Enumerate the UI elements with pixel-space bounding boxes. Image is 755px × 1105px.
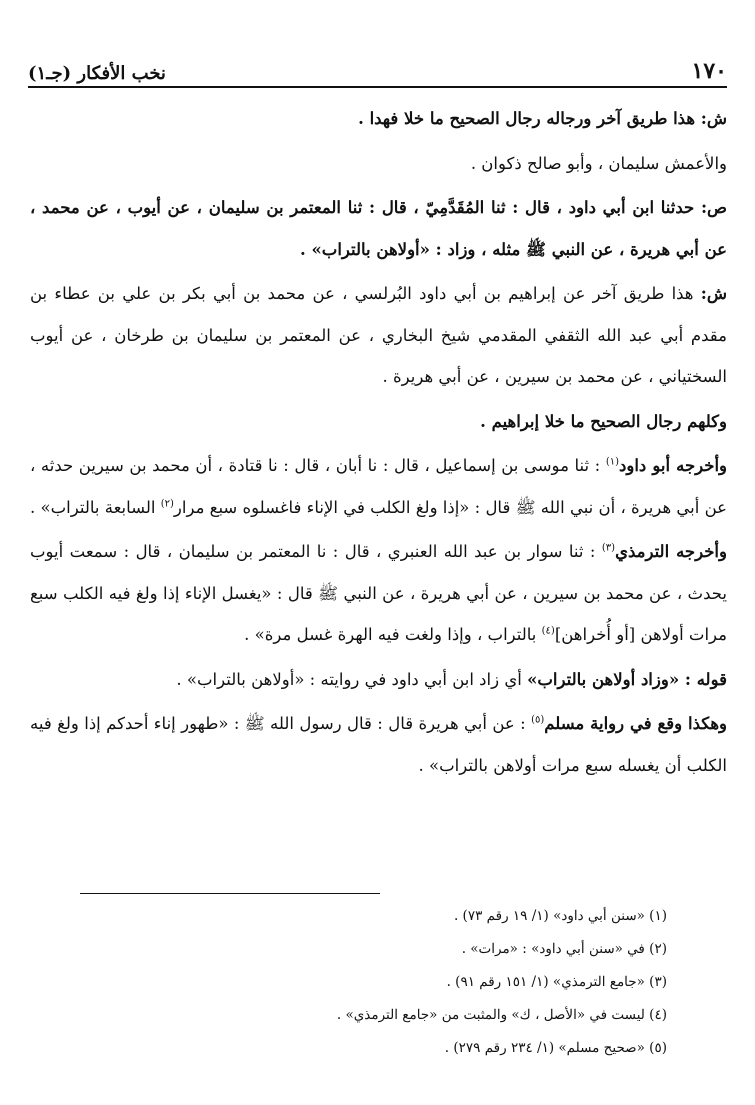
- paragraph: [30, 401, 727, 443]
- paragraph: [30, 445, 727, 528]
- page-header: [28, 54, 727, 84]
- paragraph: [30, 659, 727, 701]
- footnote-marker: (٤): [541, 625, 555, 637]
- bold-text: ص: حدثنا ابن أبي داود ، قال : ثنا المُقَدَّمِيّ ، قال : ثنا المعتمر بن سليمان ، عن أيوب ، عن محمد ، عن أبي هريرة ، عن النبي ﷺ مثله ، وزاد : «أولاهن بالتراب» .: [30, 198, 727, 259]
- footnote: (٤) ليست في «الأصل ، ك» والمثبت من «جامع الترمذي» .: [336, 1007, 667, 1023]
- bold-text: قوله : «وزاد أولاهن بالتراب»: [527, 669, 727, 689]
- paragraph: [30, 273, 727, 398]
- footnote: (٥) «صحيح مسلم» (١/ ٢٣٤ رقم ٢٧٩) .: [444, 1040, 667, 1056]
- paragraph: [30, 143, 727, 185]
- body-text: [30, 98, 727, 786]
- footnote-marker: (٣): [601, 542, 616, 554]
- footnote-rule: [80, 893, 380, 894]
- footnotes: [30, 900, 667, 1065]
- bold-text: ش:: [700, 284, 727, 303]
- bold-text: ش: هذا طريق آخر ورجاله رجال الصحيح ما خلا فهدا .: [358, 109, 727, 128]
- bold-text: وكلهم رجال الصحيح ما خلا إبراهيم .: [480, 411, 727, 431]
- text-run: أي زاد ابن أبي داود في روايته : «أولاهن بالتراب» .: [176, 669, 528, 689]
- text-run: بالتراب ، وإذا ولغت فيه الهرة غسل مرة» .: [244, 625, 542, 644]
- bold-text: وهكذا وقع في رواية مسلم: [544, 714, 728, 733]
- footnote-marker: (٢): [160, 498, 174, 509]
- paragraph: [30, 703, 727, 786]
- bold-text: وأخرجه أبو داود: [619, 456, 728, 475]
- footnote-marker: (٥): [531, 714, 545, 726]
- header-rule: [28, 86, 727, 88]
- page-number: ١٧٠: [691, 58, 727, 84]
- footnote: (١) «سنن أبي داود» (١/ ١٩ رقم ٧٣) .: [453, 908, 667, 924]
- text-run: والأعمش سليمان ، وأبو صالح ذكوان .: [470, 153, 727, 173]
- text-run: هذا طريق آخر عن إبراهيم بن أبي داود البُرلسي ، عن محمد بن أبي بكر بن علي بن عطاء بن مقدم أبي عبد الله الثقفي المقدمي شيخ البخاري ، عن المعتمر بن سليمان بن طرخان ، عن أيوب السختياني ، عن محمد بن سيرين ، عن أبي هريرة .: [30, 284, 727, 386]
- footnote-marker: (١): [605, 456, 619, 468]
- text-run: السابعة بالتراب» .: [30, 497, 161, 517]
- paragraph: [30, 187, 727, 270]
- book-title: نخب الأفكار (جـ١): [28, 63, 166, 84]
- text-run: : ثنا سوار بن عبد الله العنبري ، قال : نا المعتمر بن سليمان ، قال : سمعت أيوب يحدث ، عن محمد بن سيرين ، عن أبي هريرة ، عن النبي ﷺ قال : «يغسل الإناء إذا ولغ فيه الكلب سبع مرات أولاهن [أو أُخراهن]: [30, 542, 727, 644]
- paragraph: [30, 98, 727, 140]
- text-run: : عن أبي هريرة قال : قال رسول الله ﷺ : «طهور إناء أحدكم إذا ولغ فيه الكلب أن يغسله سبع مرات أولاهن بالتراب» .: [30, 714, 727, 775]
- paragraph: [30, 531, 727, 656]
- text-run: : ثنا موسى بن إسماعيل ، قال : نا أبان ، قال : نا قتادة ، أن محمد بن سيرين حدثه ، عن أبي هريرة ، أن نبي الله ﷺ قال : «إذا ولغ الكلب في الإناء فاغسلوه سبع مرار: [30, 456, 727, 517]
- bold-text: وأخرجه الترمذي: [615, 542, 727, 561]
- footnote: (٢) في «سنن أبي داود» : «مرات» .: [461, 941, 667, 957]
- footnote: (٣) «جامع الترمذي» (١/ ١٥١ رقم ٩١) .: [446, 974, 667, 990]
